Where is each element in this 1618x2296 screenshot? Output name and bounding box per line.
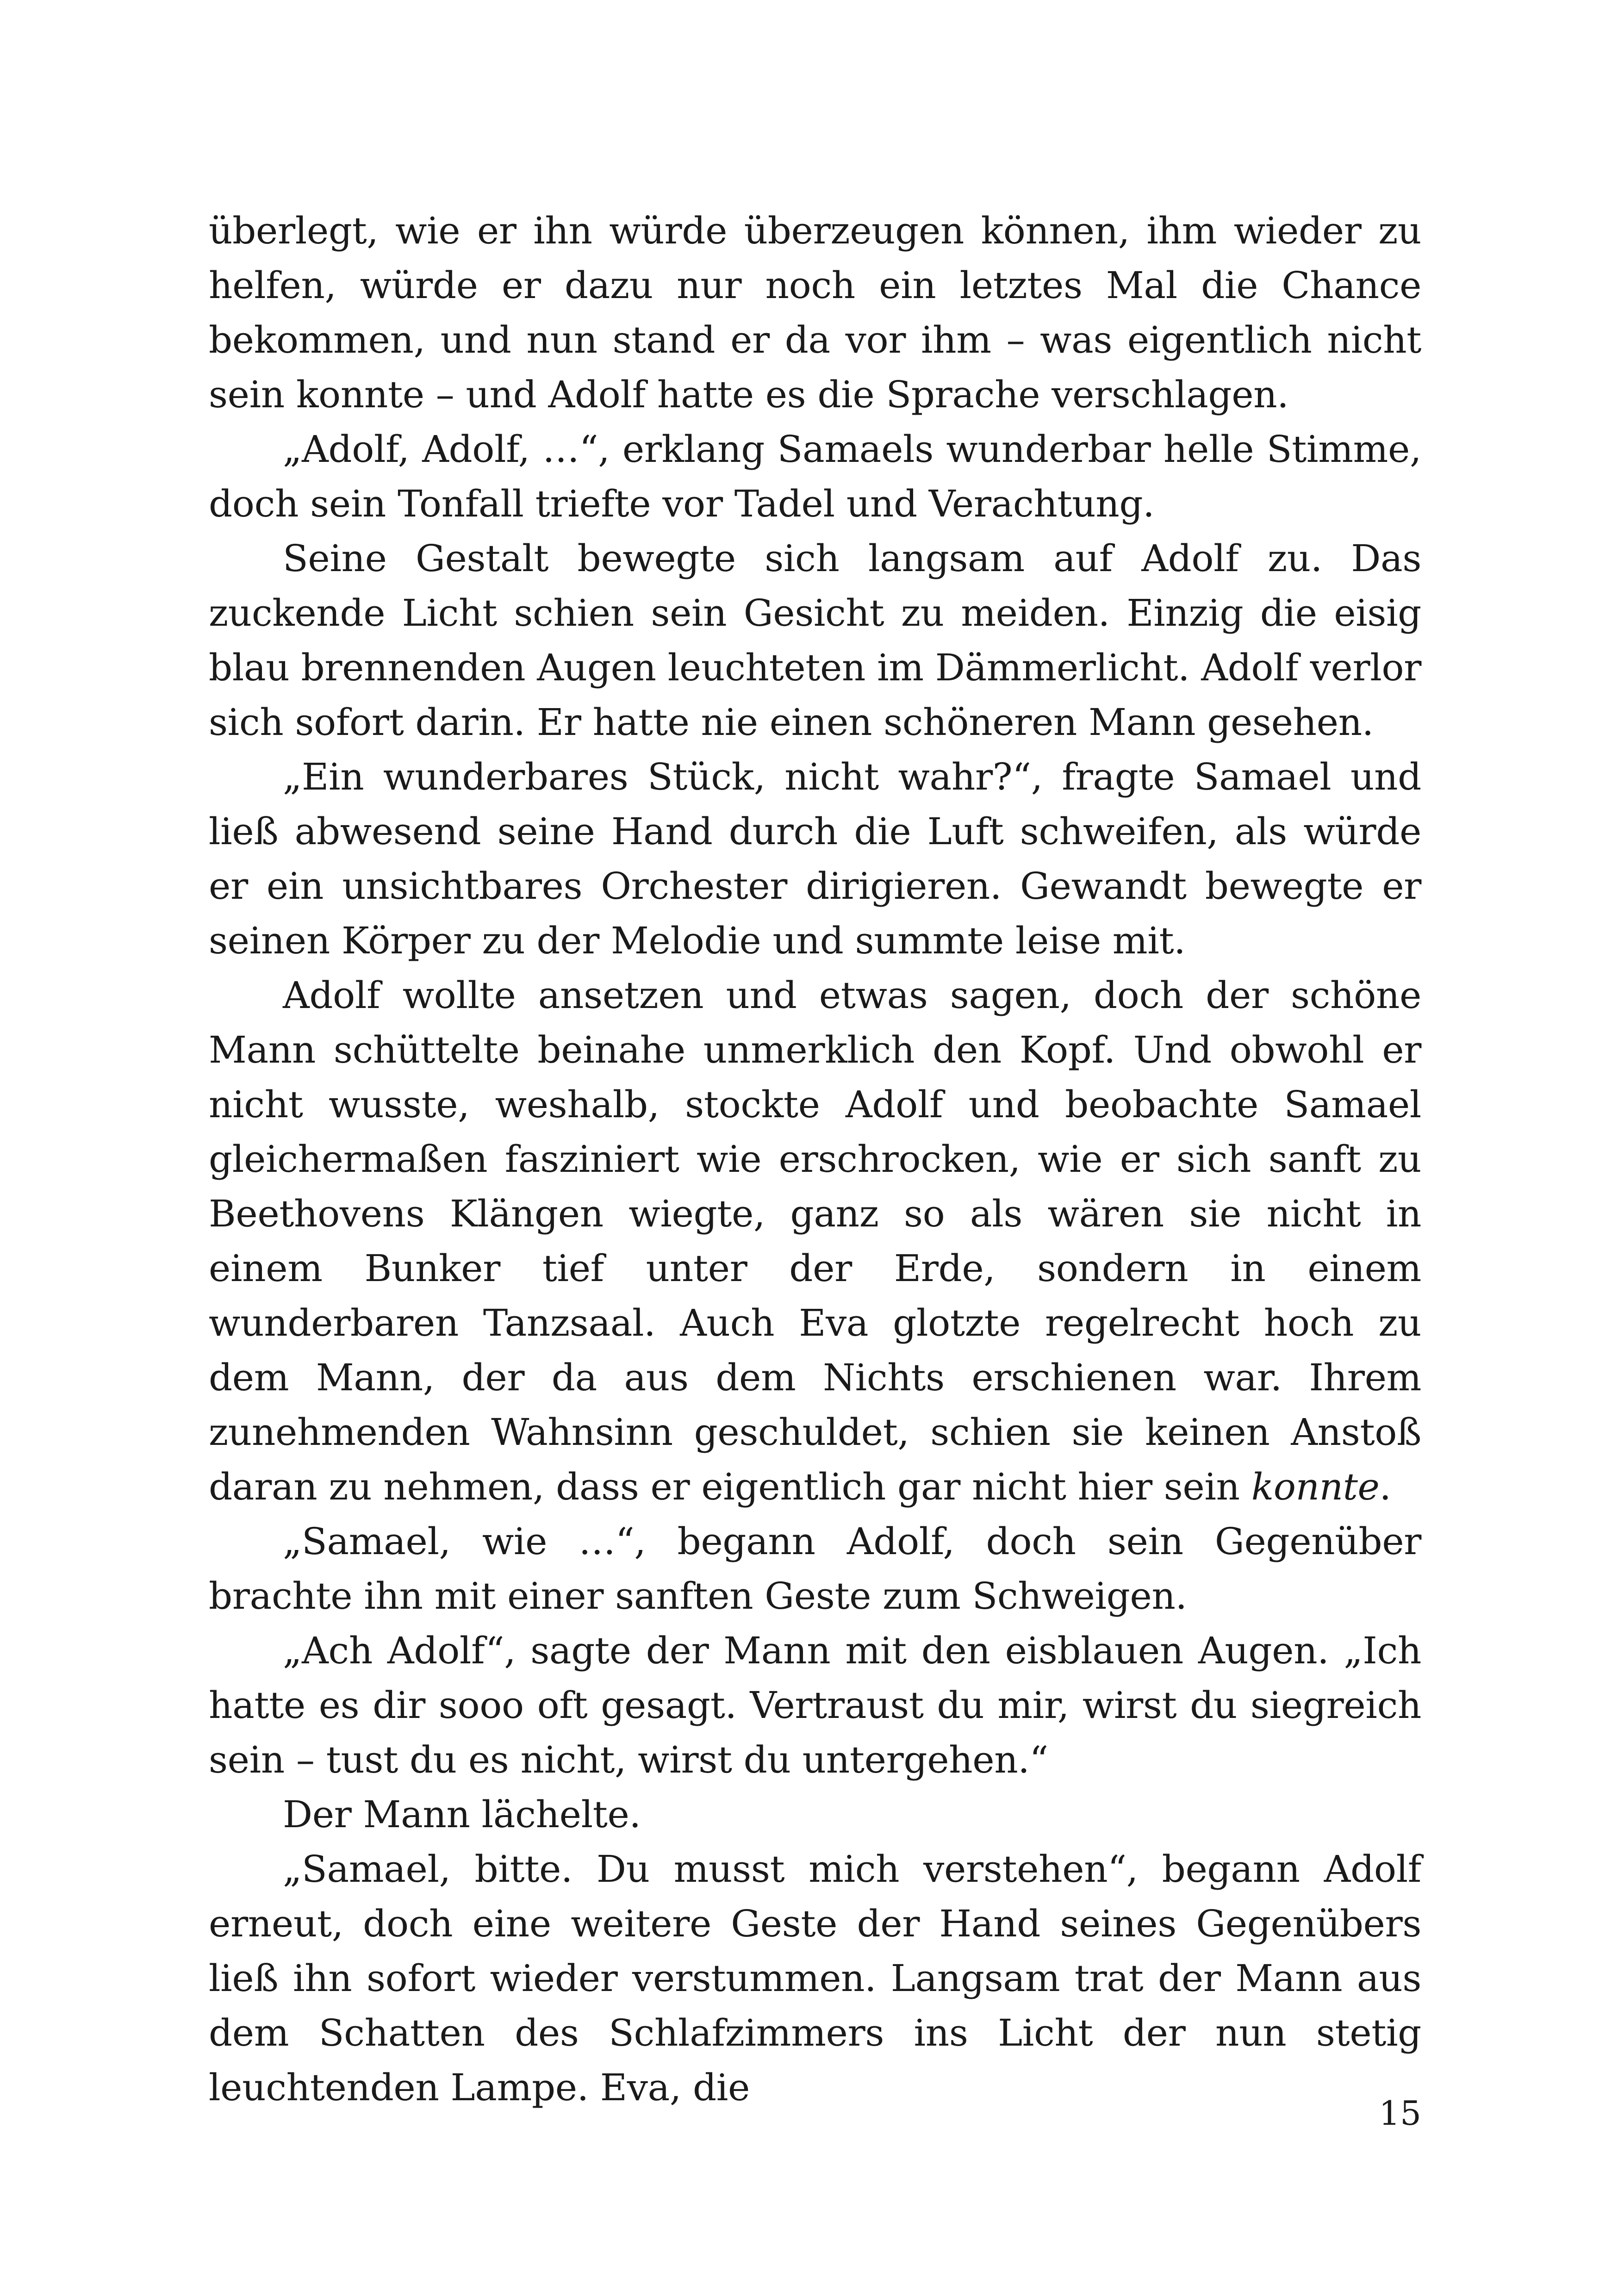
paragraph-5-end: . <box>1379 1465 1391 1508</box>
paragraph-9: „Samael, bitte. Du musst mich verstehen“, begann Adolf erneut, doch eine weitere Geste der Hand seines Gegenübers ließ ihn sofort wieder verstummen. Langsam trat der Mann aus dem Schatten des Schlafzimmers ins Licht der nun stetig leuchtenden Lampe. Eva, die <box>209 1848 1421 2109</box>
paragraph-6: „Samael, wie …“, begann Adolf, doch sein Gegenüber brachte ihn mit einer sanften Geste zum Schweigen. <box>209 1520 1421 1618</box>
paragraph-5 <box>209 968 1421 1514</box>
paragraph-4: „Ein wunderbares Stück, nicht wahr?“, fragte Samael und ließ abwesend seine Hand durch die Luft schweifen, als würde er ein unsichtbares Orchester dirigieren. Gewandt bewegte er seinen Körper zu der Melodie und summte leise mit. <box>209 755 1421 962</box>
paragraph-2: „Adolf, Adolf, …“, erklang Samaels wunderbar helle Stimme, doch sein Tonfall triefte vor Tadel und Verachtung. <box>209 428 1421 525</box>
paragraph-3: Seine Gestalt bewegte sich langsam auf Adolf zu. Das zuckende Licht schien sein Gesicht zu meiden. Einzig die eisig blau brennenden Augen leuchteten im Dämmerlicht. Adolf verlor sich sofort darin. Er hatte nie einen schöneren Mann gesehen. <box>209 537 1421 744</box>
paragraph-7: „Ach Adolf“, sagte der Mann mit den eisblauen Augen. „Ich hatte es dir sooo oft gesagt. Vertraust du mir, wirst du siegreich sein – tust du es nicht, wirst du untergehen.“ <box>209 1629 1421 1781</box>
page-number: 15 <box>1379 2094 1421 2133</box>
paragraph-8: Der Mann lächelte. <box>283 1793 641 1836</box>
paragraph-1: überlegt, wie er ihn würde überzeugen können, ihm wieder zu helfen, würde er dazu nur noch ein letztes Mal die Chance bekommen, und nun stand er da vor ihm – was eigentlich nicht sein konnte – und Adolf hatte es die Sprache verschlagen. <box>209 209 1421 416</box>
body-text <box>209 204 1421 2115</box>
paragraph-5-text: Adolf wollte ansetzen und etwas sagen, doch der schöne Mann schüttelte beinahe unmerklich den Kopf. Und obwohl er nicht wusste, weshalb, stockte Adolf und beobachte Samael gleichermaßen fasziniert wie erschrocken, wie er sich sanft zu Beethovens Klängen wiegte, ganz so als wären sie nicht in einem Bunker tief unter der Erde, sondern in einem wunderbaren Tanzsaal. Auch Eva glotzte regelrecht hoch zu dem Mann, der da aus dem Nichts erschienen war. Ihrem zunehmenden Wahnsinn geschuldet, schien sie keinen Anstoß daran zu nehmen, dass er eigentlich gar nicht hier sein <box>209 974 1421 1508</box>
emphasis-konnte: konnte <box>1251 1465 1380 1508</box>
